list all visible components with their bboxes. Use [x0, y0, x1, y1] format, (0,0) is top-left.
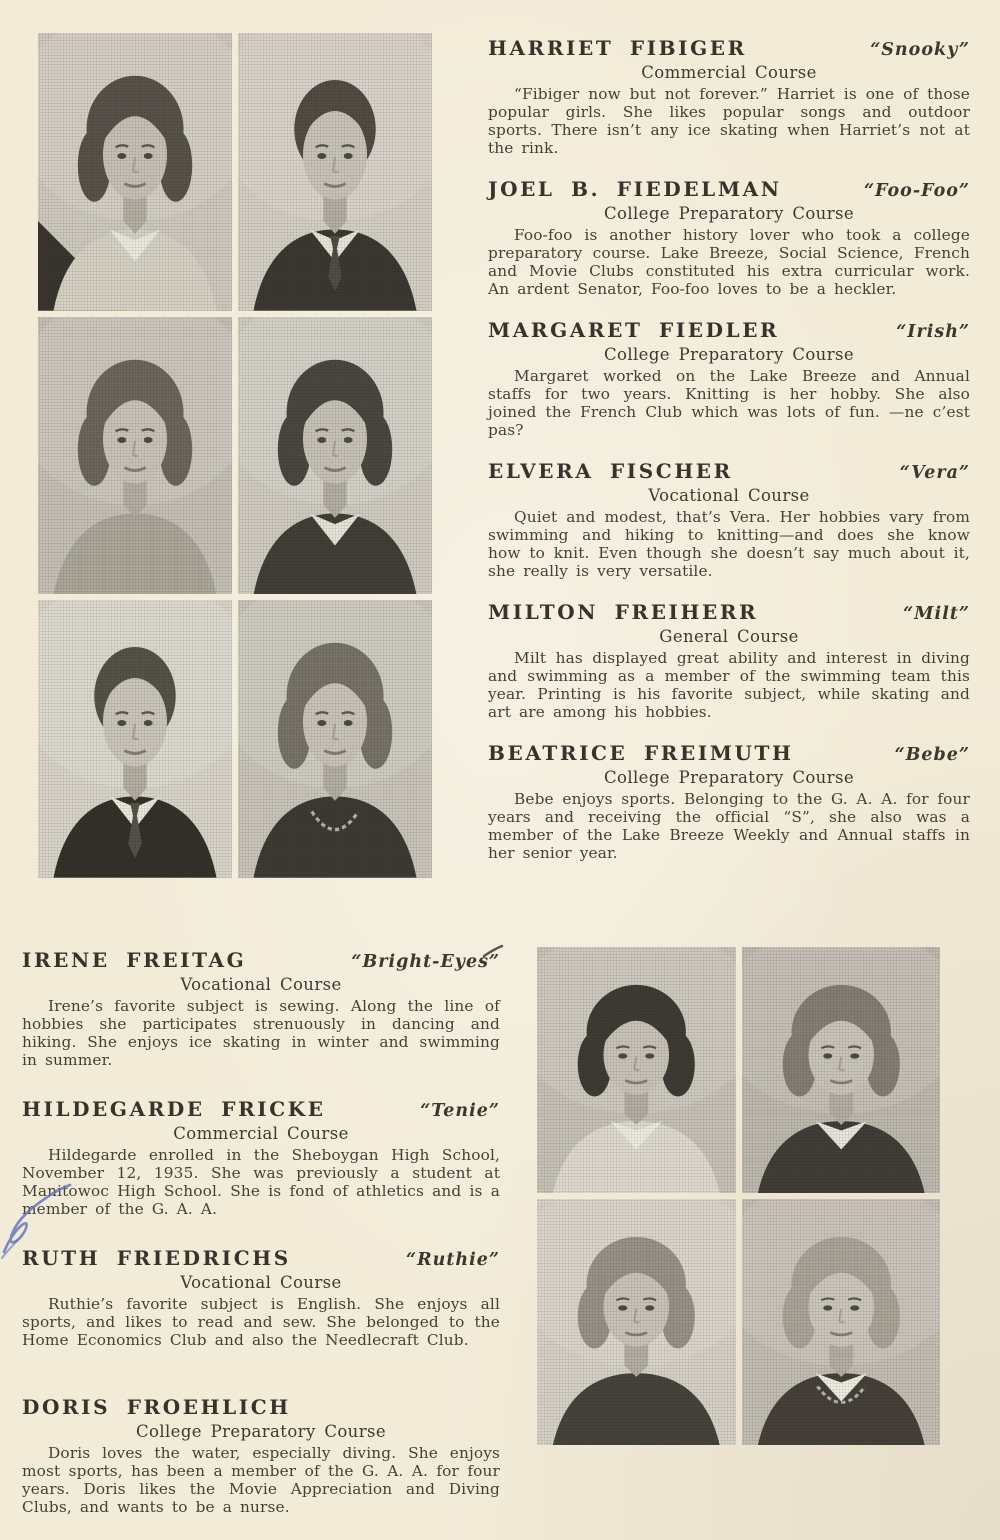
course-label: General Course: [659, 627, 799, 646]
course-label: Commercial Course: [173, 1124, 349, 1143]
yearbook-entry: [488, 36, 970, 177]
student-nickname: “Vera”: [899, 463, 970, 483]
yearbook-entry: [22, 948, 500, 1097]
yearbook-entry: [488, 600, 970, 741]
entry-header: [22, 1246, 500, 1270]
course-label: Vocational Course: [180, 1273, 342, 1292]
student-name: HARRIET FIBIGER: [488, 36, 747, 60]
entry-header: [488, 741, 970, 765]
bio-text: Quiet and modest, that’s Vera. Her hobbies vary from swimming and hiking to knitting—and does she know how to knit. Even though she doesn’t say much about it, she really is very versatile.: [488, 508, 970, 580]
yearbook-entry: [488, 177, 970, 318]
entries-column-top: [488, 36, 970, 882]
portrait-grid-bottom: [537, 947, 940, 1445]
portrait-photo: [38, 317, 232, 595]
entry-header: [488, 459, 970, 483]
student-name: MARGARET FIEDLER: [488, 318, 780, 342]
yearbook-entry: [22, 1097, 500, 1246]
yearbook-entry: [488, 741, 970, 882]
entry-header: [22, 1097, 500, 1121]
student-nickname: “Ruthie”: [406, 1250, 500, 1270]
course-label: College Preparatory Course: [135, 1422, 387, 1441]
student-name: BEATRICE FREIMUTH: [488, 741, 794, 765]
student-name: RUTH FRIEDRICHS: [22, 1246, 291, 1270]
portrait-photo: [38, 33, 232, 311]
course-label: College Preparatory Course: [603, 768, 855, 787]
portrait-photo: [238, 317, 432, 595]
student-nickname: “Tenie”: [420, 1101, 500, 1121]
bio-text: Margaret worked on the Lake Breeze and Annual staffs for two years. Knitting is her hobby. She also joined the French Club which was lots of fun. —ne c’est pas?: [488, 367, 970, 439]
bio-text: Foo-foo is another history lover who took a college preparatory course. Lake Breeze, Social Science, French and Movie Clubs constituted his extra curricular work. An ardent Senator, Foo-foo loves to be a heckler.: [488, 226, 970, 298]
yearbook-entry: [22, 1395, 500, 1540]
portrait-photo: [537, 947, 736, 1193]
entry-header: [22, 1395, 500, 1419]
student-name: MILTON FREIHERR: [488, 600, 759, 624]
student-nickname: “Milt”: [903, 604, 970, 624]
student-name: IRENE FREITAG: [22, 948, 247, 972]
bio-text: Irene’s favorite subject is sewing. Along the line of hobbies she participates strenuously in dancing and hiking. She enjoys ice skating in winter and swimming in summer.: [22, 997, 500, 1069]
entry-header: [488, 177, 970, 201]
bio-text: Hildegarde enrolled in the Sheboygan High School, November 12, 1935. She was previously a student at Manitowoc High School. She is fond of athletics and is a member of the G. A. A.: [22, 1146, 500, 1218]
yearbook-entry: [22, 1246, 500, 1395]
student-name: DORIS FROEHLICH: [22, 1395, 291, 1419]
portrait-photo: [742, 947, 941, 1193]
portrait-grid-top: [38, 33, 432, 878]
entry-header: [488, 36, 970, 60]
yearbook-entry: [488, 459, 970, 600]
portrait-photo: [537, 1199, 736, 1445]
portrait-photo: [238, 33, 432, 311]
bio-text: Milt has displayed great ability and interest in diving and swimming as a member of the swimming team this year. Printing is his favorite subject, while skating and art are among his hobbies.: [488, 649, 970, 721]
bio-text: Doris loves the water, especially diving. She enjoys most sports, has been a member of the G. A. A. for four years. Doris likes the Movie Appreciation and Diving Clubs, and wants to be a nurse.: [22, 1444, 500, 1516]
student-nickname: “Foo-Foo”: [863, 181, 970, 201]
bio-text: “Fibiger now but not forever.” Harriet is one of those popular girls. She likes popular songs and outdoor sports. There isn’t any ice skating when Harriet’s not at the rink.: [488, 85, 970, 157]
portrait-photo: [742, 1199, 941, 1445]
entries-column-bottom: [22, 948, 500, 1540]
student-name: ELVERA FISCHER: [488, 459, 733, 483]
student-nickname: “Bright-Eyes”: [351, 952, 500, 972]
student-nickname: “Bebe”: [894, 745, 970, 765]
bio-text: Bebe enjoys sports. Belonging to the G. A. A. for four years and receiving the official “S”, she also was a member of the Lake Breeze Weekly and Annual staffs in her senior year.: [488, 790, 970, 862]
entry-header: [488, 318, 970, 342]
bio-text: Ruthie’s favorite subject is English. She enjoys all sports, and likes to read and sew. She belonged to the Home Economics Club and also the Needlecraft Club.: [22, 1295, 500, 1349]
student-nickname: “Snooky”: [870, 40, 970, 60]
portrait-photo: [238, 600, 432, 878]
entry-header: [488, 600, 970, 624]
course-label: College Preparatory Course: [603, 345, 855, 364]
course-label: Commercial Course: [641, 63, 817, 82]
student-nickname: “Irish”: [896, 322, 970, 342]
course-label: Vocational Course: [648, 486, 810, 505]
course-label: Vocational Course: [180, 975, 342, 994]
portrait-photo: [38, 600, 232, 878]
student-name: HILDEGARDE FRICKE: [22, 1097, 326, 1121]
entry-header: [22, 948, 500, 972]
course-label: College Preparatory Course: [603, 204, 855, 223]
yearbook-entry: [488, 318, 970, 459]
student-name: JOEL B. FIEDELMAN: [488, 177, 782, 201]
